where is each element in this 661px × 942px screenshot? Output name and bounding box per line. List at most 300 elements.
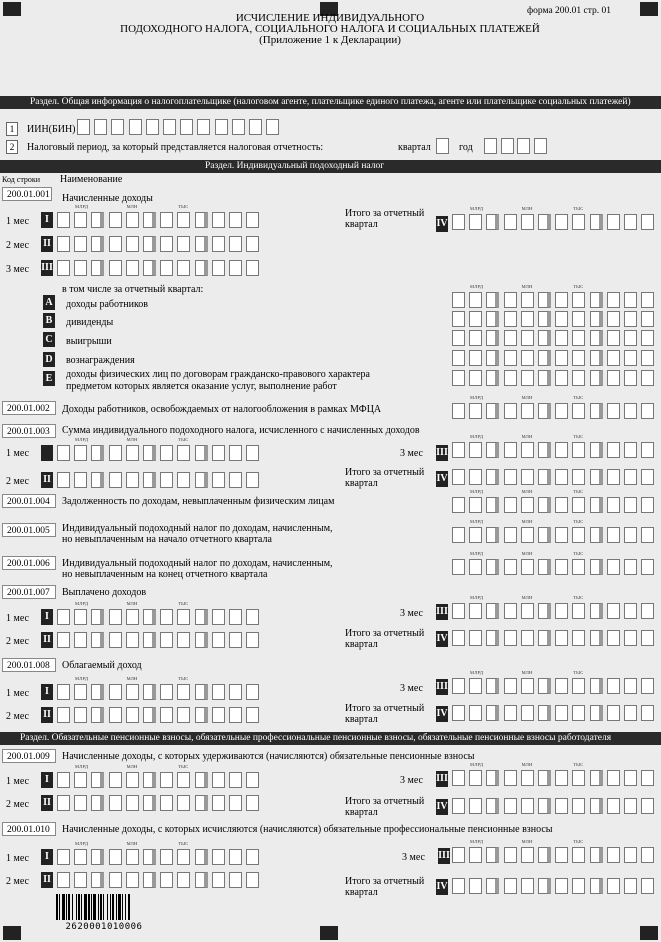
digit-cell[interactable] <box>486 214 499 230</box>
digit-cell[interactable] <box>469 847 482 863</box>
digit-cell[interactable] <box>109 632 122 648</box>
digit-cell[interactable] <box>452 559 465 575</box>
digit-cell[interactable] <box>177 872 190 888</box>
digit-cell[interactable] <box>160 445 173 461</box>
digit-cell[interactable] <box>555 403 568 419</box>
digit-cell[interactable] <box>212 609 225 625</box>
digit-cell[interactable] <box>246 445 259 461</box>
digit-cell[interactable] <box>555 878 568 894</box>
digit-cell[interactable] <box>74 795 87 811</box>
digit-cell[interactable] <box>57 707 70 723</box>
digit-cell[interactable] <box>590 770 603 786</box>
digit-cell[interactable] <box>590 311 603 327</box>
digit-cell[interactable] <box>195 212 208 228</box>
digit-cell[interactable] <box>572 878 585 894</box>
digit-cell[interactable] <box>452 497 465 513</box>
digit-cell[interactable] <box>143 772 156 788</box>
digit-cell[interactable] <box>177 684 190 700</box>
digit-cell[interactable] <box>486 311 499 327</box>
digit-cell[interactable] <box>486 678 499 694</box>
digit-cell[interactable] <box>452 350 465 366</box>
digit-cell[interactable] <box>212 849 225 865</box>
digit-cell[interactable] <box>624 630 637 646</box>
digit-cell[interactable] <box>195 872 208 888</box>
digit-cell[interactable] <box>229 707 242 723</box>
iin-cell[interactable] <box>180 119 193 135</box>
digit-cell[interactable] <box>126 445 139 461</box>
digit-cell[interactable] <box>590 798 603 814</box>
digit-cell[interactable] <box>590 705 603 721</box>
digit-cell[interactable] <box>469 442 482 458</box>
digit-cell[interactable] <box>538 330 551 346</box>
digit-cell[interactable] <box>452 214 465 230</box>
digit-cell[interactable] <box>590 214 603 230</box>
digit-cell[interactable] <box>538 403 551 419</box>
digit-cell[interactable] <box>91 795 104 811</box>
digit-cell[interactable] <box>91 707 104 723</box>
digit-cell[interactable] <box>126 472 139 488</box>
digit-cell[interactable] <box>195 772 208 788</box>
digit-cell[interactable] <box>590 292 603 308</box>
digit-cell[interactable] <box>195 632 208 648</box>
digit-cell[interactable] <box>143 212 156 228</box>
digit-cell[interactable] <box>160 707 173 723</box>
digit-cell[interactable] <box>486 442 499 458</box>
digit-cell[interactable] <box>452 678 465 694</box>
digit-cell[interactable] <box>486 630 499 646</box>
digit-cell[interactable] <box>504 705 517 721</box>
digit-cell[interactable] <box>469 311 482 327</box>
iin-cell[interactable] <box>94 119 107 135</box>
digit-cell[interactable] <box>195 684 208 700</box>
digit-cell[interactable] <box>246 872 259 888</box>
digit-cell[interactable] <box>469 403 482 419</box>
digit-cell[interactable] <box>624 878 637 894</box>
digit-cell[interactable] <box>195 236 208 252</box>
digit-cell[interactable] <box>74 772 87 788</box>
digit-cell[interactable] <box>555 311 568 327</box>
digit-cell[interactable] <box>590 497 603 513</box>
digit-cell[interactable] <box>109 445 122 461</box>
digit-cell[interactable] <box>504 311 517 327</box>
digit-cell[interactable] <box>538 214 551 230</box>
digit-cell[interactable] <box>143 684 156 700</box>
digit-cell[interactable] <box>521 311 534 327</box>
iin-cell[interactable] <box>266 119 279 135</box>
year-cell[interactable] <box>534 138 547 154</box>
digit-cell[interactable] <box>590 559 603 575</box>
digit-cell[interactable] <box>452 878 465 894</box>
digit-cell[interactable] <box>91 849 104 865</box>
digit-cell[interactable] <box>521 370 534 386</box>
digit-cell[interactable] <box>572 350 585 366</box>
digit-cell[interactable] <box>555 370 568 386</box>
digit-cell[interactable] <box>641 469 654 485</box>
digit-cell[interactable] <box>624 798 637 814</box>
digit-cell[interactable] <box>74 872 87 888</box>
digit-cell[interactable] <box>607 214 620 230</box>
digit-cell[interactable] <box>607 350 620 366</box>
digit-cell[interactable] <box>109 472 122 488</box>
digit-cell[interactable] <box>641 630 654 646</box>
digit-cell[interactable] <box>212 472 225 488</box>
digit-cell[interactable] <box>504 350 517 366</box>
digit-cell[interactable] <box>177 260 190 276</box>
digit-cell[interactable] <box>91 472 104 488</box>
digit-cell[interactable] <box>504 527 517 543</box>
digit-cell[interactable] <box>143 445 156 461</box>
digit-cell[interactable] <box>607 798 620 814</box>
digit-cell[interactable] <box>504 214 517 230</box>
digit-cell[interactable] <box>555 292 568 308</box>
digit-cell[interactable] <box>538 469 551 485</box>
digit-cell[interactable] <box>641 403 654 419</box>
digit-cell[interactable] <box>572 798 585 814</box>
digit-cell[interactable] <box>555 469 568 485</box>
digit-cell[interactable] <box>212 772 225 788</box>
digit-cell[interactable] <box>504 442 517 458</box>
digit-cell[interactable] <box>229 795 242 811</box>
digit-cell[interactable] <box>143 795 156 811</box>
digit-cell[interactable] <box>126 212 139 228</box>
digit-cell[interactable] <box>641 330 654 346</box>
digit-cell[interactable] <box>590 469 603 485</box>
digit-cell[interactable] <box>538 442 551 458</box>
digit-cell[interactable] <box>521 559 534 575</box>
digit-cell[interactable] <box>126 795 139 811</box>
digit-cell[interactable] <box>452 630 465 646</box>
digit-cell[interactable] <box>555 214 568 230</box>
digit-cell[interactable] <box>160 212 173 228</box>
digit-cell[interactable] <box>590 442 603 458</box>
digit-cell[interactable] <box>538 559 551 575</box>
digit-cell[interactable] <box>143 872 156 888</box>
iin-cell[interactable] <box>129 119 142 135</box>
iin-cell[interactable] <box>249 119 262 135</box>
digit-cell[interactable] <box>486 798 499 814</box>
digit-cell[interactable] <box>590 527 603 543</box>
digit-cell[interactable] <box>521 678 534 694</box>
digit-cell[interactable] <box>538 311 551 327</box>
digit-cell[interactable] <box>538 527 551 543</box>
digit-cell[interactable] <box>555 630 568 646</box>
digit-cell[interactable] <box>246 707 259 723</box>
digit-cell[interactable] <box>572 770 585 786</box>
digit-cell[interactable] <box>160 609 173 625</box>
digit-cell[interactable] <box>624 442 637 458</box>
digit-cell[interactable] <box>126 849 139 865</box>
digit-cell[interactable] <box>177 772 190 788</box>
digit-cell[interactable] <box>91 236 104 252</box>
digit-cell[interactable] <box>641 878 654 894</box>
digit-cell[interactable] <box>452 292 465 308</box>
digit-cell[interactable] <box>452 770 465 786</box>
digit-cell[interactable] <box>624 847 637 863</box>
digit-cell[interactable] <box>504 770 517 786</box>
digit-cell[interactable] <box>607 403 620 419</box>
digit-cell[interactable] <box>538 770 551 786</box>
digit-cell[interactable] <box>521 292 534 308</box>
iin-cell[interactable] <box>111 119 124 135</box>
digit-cell[interactable] <box>486 497 499 513</box>
digit-cell[interactable] <box>486 559 499 575</box>
digit-cell[interactable] <box>624 330 637 346</box>
digit-cell[interactable] <box>590 847 603 863</box>
digit-cell[interactable] <box>195 472 208 488</box>
digit-cell[interactable] <box>91 772 104 788</box>
digit-cell[interactable] <box>229 472 242 488</box>
digit-cell[interactable] <box>624 705 637 721</box>
digit-cell[interactable] <box>91 445 104 461</box>
digit-cell[interactable] <box>590 350 603 366</box>
digit-cell[interactable] <box>624 311 637 327</box>
digit-cell[interactable] <box>504 292 517 308</box>
digit-cell[interactable] <box>212 212 225 228</box>
digit-cell[interactable] <box>504 878 517 894</box>
digit-cell[interactable] <box>57 772 70 788</box>
digit-cell[interactable] <box>177 632 190 648</box>
digit-cell[interactable] <box>212 684 225 700</box>
digit-cell[interactable] <box>160 236 173 252</box>
digit-cell[interactable] <box>212 260 225 276</box>
digit-cell[interactable] <box>452 527 465 543</box>
digit-cell[interactable] <box>143 236 156 252</box>
digit-cell[interactable] <box>624 350 637 366</box>
digit-cell[interactable] <box>641 214 654 230</box>
digit-cell[interactable] <box>160 260 173 276</box>
digit-cell[interactable] <box>452 603 465 619</box>
digit-cell[interactable] <box>74 236 87 252</box>
digit-cell[interactable] <box>229 609 242 625</box>
digit-cell[interactable] <box>555 705 568 721</box>
digit-cell[interactable] <box>504 370 517 386</box>
digit-cell[interactable] <box>572 403 585 419</box>
digit-cell[interactable] <box>74 707 87 723</box>
digit-cell[interactable] <box>572 330 585 346</box>
digit-cell[interactable] <box>572 214 585 230</box>
digit-cell[interactable] <box>246 609 259 625</box>
digit-cell[interactable] <box>521 705 534 721</box>
digit-cell[interactable] <box>572 847 585 863</box>
digit-cell[interactable] <box>452 370 465 386</box>
digit-cell[interactable] <box>607 311 620 327</box>
digit-cell[interactable] <box>229 212 242 228</box>
digit-cell[interactable] <box>504 630 517 646</box>
iin-cell[interactable] <box>232 119 245 135</box>
digit-cell[interactable] <box>607 559 620 575</box>
digit-cell[interactable] <box>641 678 654 694</box>
digit-cell[interactable] <box>624 469 637 485</box>
digit-cell[interactable] <box>126 684 139 700</box>
digit-cell[interactable] <box>607 705 620 721</box>
digit-cell[interactable] <box>521 403 534 419</box>
digit-cell[interactable] <box>109 236 122 252</box>
digit-cell[interactable] <box>521 350 534 366</box>
digit-cell[interactable] <box>504 678 517 694</box>
digit-cell[interactable] <box>91 212 104 228</box>
digit-cell[interactable] <box>555 559 568 575</box>
digit-cell[interactable] <box>624 214 637 230</box>
digit-cell[interactable] <box>555 527 568 543</box>
digit-cell[interactable] <box>57 849 70 865</box>
digit-cell[interactable] <box>74 212 87 228</box>
digit-cell[interactable] <box>624 403 637 419</box>
quarter-input[interactable] <box>436 138 449 154</box>
digit-cell[interactable] <box>126 707 139 723</box>
digit-cell[interactable] <box>160 872 173 888</box>
digit-cell[interactable] <box>538 497 551 513</box>
digit-cell[interactable] <box>91 684 104 700</box>
digit-cell[interactable] <box>229 849 242 865</box>
digit-cell[interactable] <box>641 292 654 308</box>
digit-cell[interactable] <box>607 292 620 308</box>
digit-cell[interactable] <box>572 705 585 721</box>
digit-cell[interactable] <box>469 292 482 308</box>
digit-cell[interactable] <box>109 795 122 811</box>
digit-cell[interactable] <box>641 798 654 814</box>
digit-cell[interactable] <box>126 236 139 252</box>
digit-cell[interactable] <box>590 603 603 619</box>
digit-cell[interactable] <box>469 370 482 386</box>
digit-cell[interactable] <box>572 469 585 485</box>
digit-cell[interactable] <box>109 609 122 625</box>
digit-cell[interactable] <box>486 847 499 863</box>
digit-cell[interactable] <box>177 212 190 228</box>
year-cell[interactable] <box>484 138 497 154</box>
digit-cell[interactable] <box>177 707 190 723</box>
digit-cell[interactable] <box>212 632 225 648</box>
digit-cell[interactable] <box>452 847 465 863</box>
digit-cell[interactable] <box>641 770 654 786</box>
digit-cell[interactable] <box>452 442 465 458</box>
digit-cell[interactable] <box>555 330 568 346</box>
digit-cell[interactable] <box>57 236 70 252</box>
digit-cell[interactable] <box>195 445 208 461</box>
digit-cell[interactable] <box>57 632 70 648</box>
digit-cell[interactable] <box>109 684 122 700</box>
digit-cell[interactable] <box>521 214 534 230</box>
iin-cell[interactable] <box>163 119 176 135</box>
digit-cell[interactable] <box>538 678 551 694</box>
digit-cell[interactable] <box>469 497 482 513</box>
digit-cell[interactable] <box>160 772 173 788</box>
digit-cell[interactable] <box>572 497 585 513</box>
digit-cell[interactable] <box>572 559 585 575</box>
digit-cell[interactable] <box>212 707 225 723</box>
year-cell[interactable] <box>501 138 514 154</box>
digit-cell[interactable] <box>538 350 551 366</box>
digit-cell[interactable] <box>641 311 654 327</box>
digit-cell[interactable] <box>521 770 534 786</box>
digit-cell[interactable] <box>486 403 499 419</box>
digit-cell[interactable] <box>624 678 637 694</box>
digit-cell[interactable] <box>504 603 517 619</box>
digit-cell[interactable] <box>177 236 190 252</box>
digit-cell[interactable] <box>555 497 568 513</box>
digit-cell[interactable] <box>212 872 225 888</box>
digit-cell[interactable] <box>555 442 568 458</box>
digit-cell[interactable] <box>538 292 551 308</box>
digit-cell[interactable] <box>538 603 551 619</box>
digit-cell[interactable] <box>486 292 499 308</box>
digit-cell[interactable] <box>486 370 499 386</box>
digit-cell[interactable] <box>143 609 156 625</box>
digit-cell[interactable] <box>486 770 499 786</box>
digit-cell[interactable] <box>607 442 620 458</box>
digit-cell[interactable] <box>177 849 190 865</box>
digit-cell[interactable] <box>109 849 122 865</box>
digit-cell[interactable] <box>246 849 259 865</box>
digit-cell[interactable] <box>641 603 654 619</box>
digit-cell[interactable] <box>452 311 465 327</box>
digit-cell[interactable] <box>126 609 139 625</box>
digit-cell[interactable] <box>469 527 482 543</box>
digit-cell[interactable] <box>572 370 585 386</box>
digit-cell[interactable] <box>555 770 568 786</box>
digit-cell[interactable] <box>246 260 259 276</box>
digit-cell[interactable] <box>91 872 104 888</box>
digit-cell[interactable] <box>212 445 225 461</box>
digit-cell[interactable] <box>521 330 534 346</box>
digit-cell[interactable] <box>57 609 70 625</box>
digit-cell[interactable] <box>469 770 482 786</box>
digit-cell[interactable] <box>160 795 173 811</box>
digit-cell[interactable] <box>74 684 87 700</box>
digit-cell[interactable] <box>486 603 499 619</box>
digit-cell[interactable] <box>91 260 104 276</box>
digit-cell[interactable] <box>57 872 70 888</box>
digit-cell[interactable] <box>538 705 551 721</box>
digit-cell[interactable] <box>572 603 585 619</box>
digit-cell[interactable] <box>212 795 225 811</box>
digit-cell[interactable] <box>572 678 585 694</box>
digit-cell[interactable] <box>538 878 551 894</box>
digit-cell[interactable] <box>57 472 70 488</box>
digit-cell[interactable] <box>590 878 603 894</box>
digit-cell[interactable] <box>624 370 637 386</box>
digit-cell[interactable] <box>57 260 70 276</box>
digit-cell[interactable] <box>607 527 620 543</box>
digit-cell[interactable] <box>452 798 465 814</box>
digit-cell[interactable] <box>246 472 259 488</box>
digit-cell[interactable] <box>246 795 259 811</box>
digit-cell[interactable] <box>607 878 620 894</box>
digit-cell[interactable] <box>126 872 139 888</box>
digit-cell[interactable] <box>74 632 87 648</box>
digit-cell[interactable] <box>624 770 637 786</box>
digit-cell[interactable] <box>555 847 568 863</box>
digit-cell[interactable] <box>195 795 208 811</box>
digit-cell[interactable] <box>143 849 156 865</box>
digit-cell[interactable] <box>572 292 585 308</box>
digit-cell[interactable] <box>555 798 568 814</box>
digit-cell[interactable] <box>521 798 534 814</box>
digit-cell[interactable] <box>160 684 173 700</box>
digit-cell[interactable] <box>126 260 139 276</box>
digit-cell[interactable] <box>469 798 482 814</box>
digit-cell[interactable] <box>624 527 637 543</box>
digit-cell[interactable] <box>607 330 620 346</box>
digit-cell[interactable] <box>641 370 654 386</box>
digit-cell[interactable] <box>504 403 517 419</box>
digit-cell[interactable] <box>126 632 139 648</box>
digit-cell[interactable] <box>177 795 190 811</box>
digit-cell[interactable] <box>246 772 259 788</box>
digit-cell[interactable] <box>641 527 654 543</box>
digit-cell[interactable] <box>74 849 87 865</box>
digit-cell[interactable] <box>572 311 585 327</box>
digit-cell[interactable] <box>607 770 620 786</box>
